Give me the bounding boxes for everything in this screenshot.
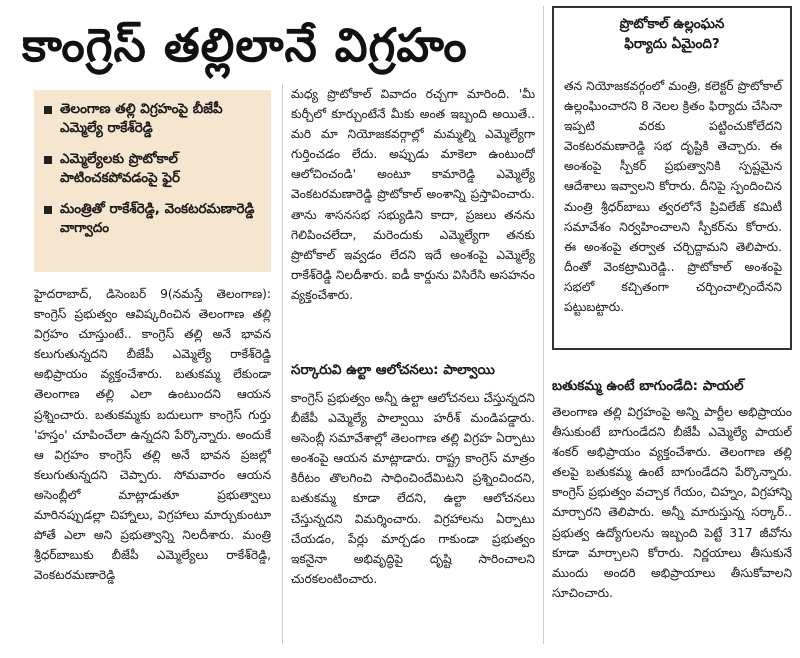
article-text: కాంగ్రెస్ ప్రభుత్వం అన్నీ ఉల్టా ఆలోచనలు చేస్తున్నదని బీజేపీ ఎమ్మెల్యే పాల్వాయి హరీశ్ మండిపడ్డారు. అసెంబ్లీ సమావేశాల్లో తెలంగాణ తల్లి విగ్రహ ఏర్పాటు అంశంపై ఆయన మాట్లాడారు. రాష్ట్ర కాంగ్రెస్ మాత్రం కిరీటం తొలగించి సాధించిందేమిటని ప్రశ్నించిందని, బతుకమ్మ కూడా లేదని, ఉల్టా ఆలోచనలు చేస్తున్నదని విమర్శించారు. విగ్రహాలను ఏర్పాటు చేయడం, పేర్లు మార్చడం గాకుండా ప్రభుత్వం ఇకనైనా అభివృద్ధిపై దృష్టి సారించాలని చురకలంటించారు. — [291, 391, 535, 586]
highlight-item — [44, 150, 263, 188]
highlight-item — [44, 100, 263, 138]
highlight-text: ఎమ్మెల్యేలకు ప్రొటోకాల్ పాటించకపోవడంపై ఫైర్ — [60, 151, 180, 186]
highlight-item — [44, 200, 263, 238]
box-title-line: ఫిర్యాదు ఏమైంది? — [624, 36, 720, 52]
article-text: మధ్య ప్రొటోకాల్ వివాదం రచ్చగా మారింది. 'మీ కుర్చీలో కూర్చుంటేనే మీకు అంత ఇబ్బంది అయితే.. మరి మా నియోజకవర్గాల్లో మమ్మల్ని ఎమ్మెల్యేగా గుర్తించడం లేదు. అప్పుడు మాకెలా ఉంటుందో ఆలోచించండి' అంటూ కామారెడ్డి ఎమ్మెల్యే వెంకటరమణారెడ్డి ప్రొటోకాల్ అంశాన్ని ప్రస్తావించారు. తాను శాసనసభ సభ్యుడిని కాదా, ప్రజలు తనను గెలిపించలేదా, మరెందుకు ఎమ్మెల్యేగా తనకు ప్రొటోకాల్ ఇవ్వడం లేదని ఇదే అంశంపై ఎమ్మెల్యే రాకేశ్‌రెడ్డి నిలదీశారు. ఐడీ కార్డును విసిరేసి అసహనం వ్యక్తంచేశారు. — [291, 87, 535, 302]
article-column-3 — [552, 402, 792, 644]
bullet-icon — [44, 106, 52, 114]
highlights-box — [34, 90, 271, 272]
subheading-payal: బతుకమ్మ ఉంటే బాగుండేది: పాయల్ — [552, 378, 744, 394]
box-title — [554, 14, 790, 54]
highlight-text: మంత్రితో రాకేశ్‌రెడ్డి, వెంకటరమణారెడ్డి వాగ్వాదం — [60, 201, 255, 236]
box-text: తన నియోజకవర్గంలో మంత్రి, కలెక్టర్ ప్రొటోకాల్ ఉల్లంఘించారని 8 నెలల క్రితం ఫిర్యాదు చేసినా ఇప్పటి వరకు పట్టించుకోలేదని వెంకటరమణారెడ్డి సభ దృష్టికి తెచ్చారు. ఈ అంశంపై స్పీకర్ ప్రభుత్వానికి స్పష్టమైన ఆదేశాలు ఇవ్వాలని కోరారు. దీనిపై స్పందించిన మంత్రి శ్రీధర్‌బాబు త్వరలోనే ప్రివిలేజ్ కమిటీ సమావేశం నిర్వహించాలని స్పీకర్‌ను కోరారు. ఈ అంశంపై తర్వాత చర్చిద్దామని తెలిపారు. దీంతో వెంకట్రామిరెడ్డి.. ప్రొటోకాల్ అంశంపై సభలో కచ్చితంగా చర్చించాల్సిందేనని పట్టుబట్టారు. — [564, 79, 782, 315]
box-title-line: ప్రొటోకాల్ ఉల్లంఘన — [619, 16, 725, 32]
column-divider — [282, 84, 283, 644]
article-column-2-top — [291, 84, 535, 354]
headline: కాంగ్రెస్ తల్లిలానే విగ్రహం — [22, 18, 468, 72]
highlight-text: తెలంగాణ తల్లి విగ్రహంపై బీజేపీ ఎమ్మెల్యే రాకేశ్‌రెడ్డి — [60, 101, 223, 136]
subheading-palvai: సర్కారువి ఉల్టా ఆలోచనలు: పాల్వాయి — [291, 362, 495, 378]
article-column-2-bottom — [291, 388, 535, 644]
article-text: హైదరాబాద్, డిసెంబర్ 9(నమస్తే తెలంగాణ): కాంగ్రెస్ ప్రభుత్వం ఆవిష్కరించిన తెలంగాణ తల్లి విగ్రహం చూస్తుంటే.. కాంగ్రెస్ తల్లి అనే భావన కలుగుతున్నదని బీజేపీ ఎమ్మెల్యే రాకేశ్‌రెడ్డి అభిప్రాయం వ్యక్తంచేశారు. బతుకమ్మ లేకుండా తెలంగాణ తల్లి ఎలా ఉంటుందని ఆయన ప్రశ్నించారు. బతుకమ్మకు బదులుగా కాంగ్రెస్ గుర్తు 'హస్తం' చూపించేలా ఉన్నదని పేర్కొన్నారు. అందుకే ఆ విగ్రహం కాంగ్రెస్ తల్లి అనే భావన ప్రజల్లో కలుగుతున్నదని చెప్పారు. సోమవారం ఆయన అసెంబ్లీలో మాట్లాడుతూ ప్రభుత్వాలు మారినప్పుడల్లా చిహ్నాలు, విగ్రహాలు మార్చుకుంటూ పోతే ఎలా అని ప్రభుత్వాన్ని నిలదీశారు. మంత్రి శ్రీధర్‌బాబుకు బీజేపీ ఎమ్మెల్యేలు రాకేశ్‌రెడ్డి, వెంకటరమణారెడ్డి — [34, 287, 271, 583]
protocol-box — [552, 6, 792, 350]
bullet-icon — [44, 156, 52, 164]
article-column-1 — [34, 284, 271, 644]
bullet-icon — [44, 206, 52, 214]
column-divider — [543, 6, 544, 644]
article-text: తెలంగాణ తల్లి విగ్రహంపై అన్ని పార్టీల అభిప్రాయం తీసుకుంటే బాగుండేదని బీజేపీ ఎమ్మెల్యే పాయల్ శంకర్ అభిప్రాయం వ్యక్తంచేశారు. తెలంగాణ తల్లి తలపై బతుకమ్మ ఉంటే బాగుండేదని పేర్కొన్నారు. కాంగ్రెస్ ప్రభుత్వం వచ్చాక గేయం, చిహ్నం, విగ్రహాన్ని మార్చారని తెలిపారు. అన్నీ మారుస్తున్న సర్కార్.. ప్రభుత్వ ఉద్యోగులను ఇబ్బంది పెట్టే 317 జీవోను కూడా మార్చాలని కోరారు. నిర్ణయాలు తీసుకునే ముందు అందరి అభిప్రాయాలు తీసుకోవాలని సూచించారు. — [552, 405, 792, 600]
